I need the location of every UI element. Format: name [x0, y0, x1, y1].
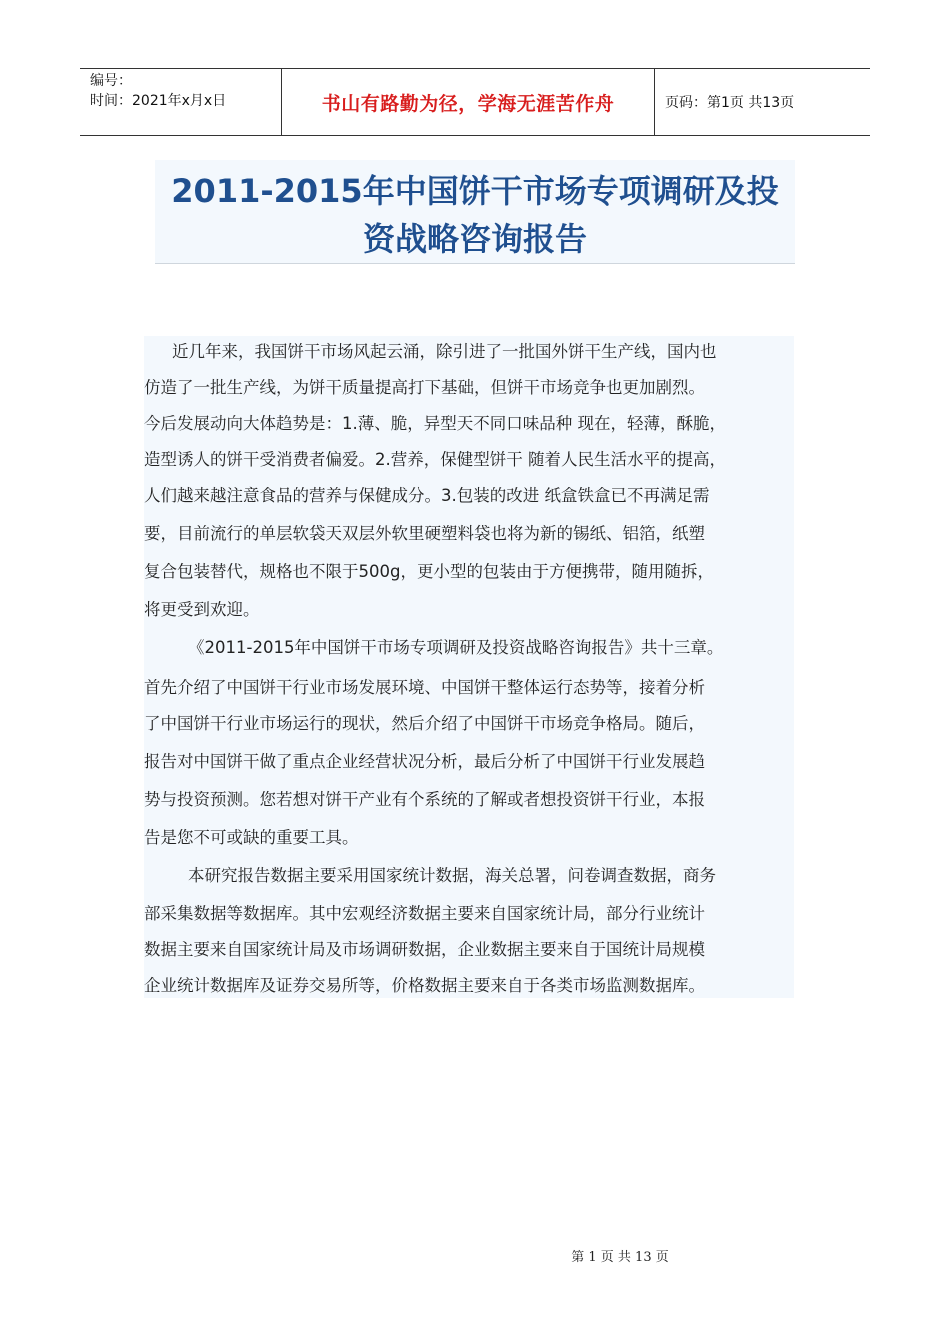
body-line: 数据主要来自国家统计局及市场调研数据，企业数据主要来自于国统计局规模 — [144, 940, 705, 959]
body-line: 复合包装替代，规格也不限于500g，更小型的包装由于方便携带，随用随拆， — [144, 562, 714, 581]
body-line: 势与投资预测。您若想对饼干产业有个系统的了解或者想投资饼干行业，本报 — [144, 790, 705, 809]
document-title — [155, 160, 795, 264]
body-line: 报告对中国饼干做了重点企业经营状况分析，最后分析了中国饼干行业发展趋 — [144, 752, 705, 771]
header-motto: 书山有路勤为径，学海无涯苦作舟 — [282, 69, 655, 135]
title-line-2: 资战略咨询报告 — [362, 220, 587, 258]
header-table — [80, 68, 870, 136]
body-line: 《2011-2015年中国饼干市场专项调研及投资战略咨询报告》共十三章。 — [188, 638, 724, 657]
body-line: 仿造了一批生产线，为饼干质量提高打下基础，但饼干市场竞争也更加剧烈。 — [144, 378, 705, 397]
document-date-label: 时间：2021年x月x日 — [90, 93, 227, 109]
body-text — [144, 336, 794, 998]
header-page-info: 页码：第1页 共13页 — [665, 95, 795, 111]
body-line: 企业统计数据库及证券交易所等，价格数据主要来自于各类市场监测数据库。 — [144, 976, 705, 995]
body-line: 了中国饼干行业市场运行的现状，然后介绍了中国饼干市场竞争格局。随后， — [144, 714, 705, 733]
body-line: 近几年来，我国饼干市场风起云涌，除引进了一批国外饼干生产线，国内也 — [172, 342, 717, 361]
body-line: 部采集数据等数据库。其中宏观经济数据主要来自国家统计局，部分行业统计 — [144, 904, 705, 923]
title-line-1: 2011-2015年中国饼干市场专项调研及投 — [171, 172, 779, 210]
body-line: 告是您不可或缺的重要工具。 — [144, 828, 359, 847]
body-line: 首先介绍了中国饼干行业市场发展环境、中国饼干整体运行态势等，接着分析 — [144, 678, 705, 697]
body-line: 要，目前流行的单层软袋天双层外软里硬塑料袋也将为新的锡纸、铝箔，纸塑 — [144, 524, 705, 543]
page-footer: 第 1 页 共 13 页 — [571, 1250, 669, 1265]
body-line: 今后发展动向大体趋势是：1.薄、脆，异型天不同口味品种 现在，轻薄，酥脆， — [144, 414, 726, 433]
document-number-label: 编号： — [90, 73, 132, 89]
body-line: 造型诱人的饼干受消费者偏爱。2.营养，保健型饼干 随着人民生活水平的提高， — [144, 450, 726, 469]
body-line: 将更受到欢迎。 — [144, 600, 260, 619]
body-line: 人们越来越注意食品的营养与保健成分。3.包装的改进 纸盒铁盒已不再满足需 — [144, 486, 710, 505]
header-meta-cell — [80, 69, 282, 135]
body-line: 本研究报告数据主要采用国家统计数据，海关总署，问卷调查数据，商务 — [188, 866, 716, 885]
